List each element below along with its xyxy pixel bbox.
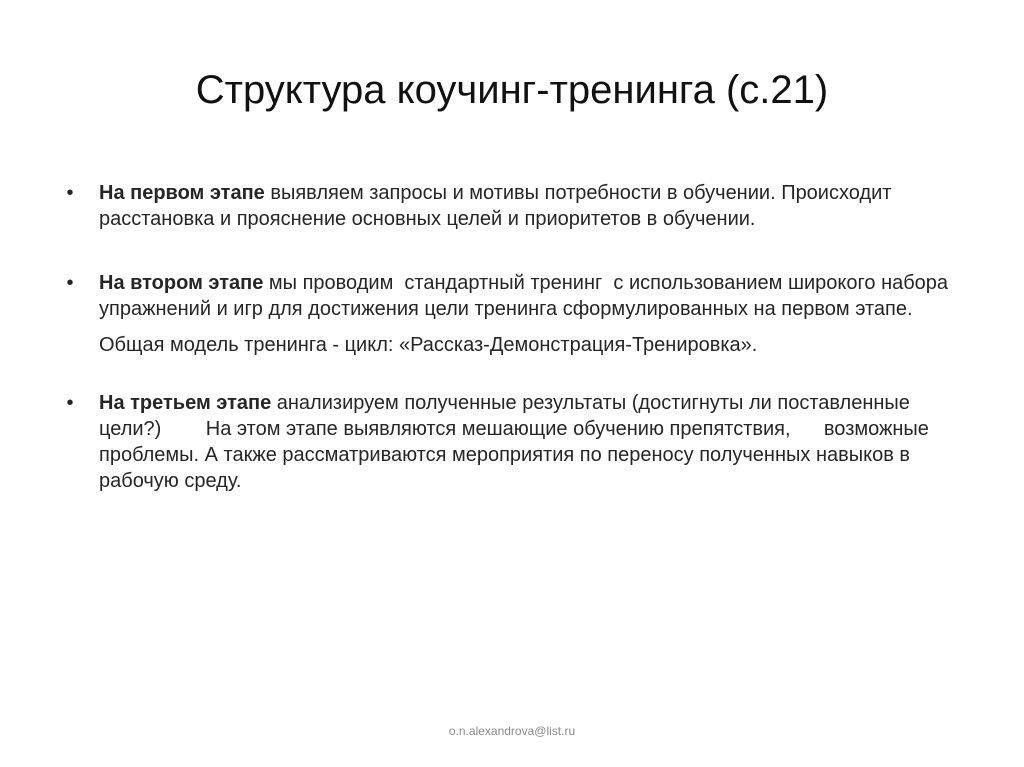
bullet-text: анализируем полученные результаты (достигнуты ли поставленные цели?) На этом этапе выявляются мешающие обучению препятствия, возможные проблемы. А также рассматриваются мероприятия по переносу полученных навыков в рабочую среду. bbox=[99, 392, 935, 492]
bullet-text: мы проводим стандартный тренинг с использованием широкого набора упражнений и игр для достижения цели тренинга сформулированных на первом этапе. bbox=[99, 272, 954, 320]
bullet-stage-1 bbox=[60, 180, 970, 232]
bullet-lead: На втором этапе bbox=[99, 272, 264, 294]
bullet-marker: • bbox=[66, 392, 74, 414]
bullet-lead: На третьем этапе bbox=[99, 392, 272, 414]
bullet-marker: • bbox=[66, 272, 74, 294]
bullet-marker: • bbox=[66, 182, 74, 204]
slide-content bbox=[60, 180, 970, 494]
bullet-sub-text: Общая модель тренинга - цикл: «Рассказ-Демонстрация-Тренировка». bbox=[99, 334, 758, 356]
slide-title: Структура коучинг-тренинга (с.21) bbox=[195, 68, 829, 112]
bullet-stage-3 bbox=[60, 390, 970, 494]
bullet-lead: На первом этапе bbox=[99, 182, 265, 204]
bullet-stage-2 bbox=[60, 270, 970, 322]
bullet-text: выявляем запросы и мотивы потребности в обучении. Происходит расстановка и прояснение основных целей и приоритетов в обучении. bbox=[99, 182, 898, 230]
footer-email: o.n.alexandrova@list.ru bbox=[448, 724, 576, 738]
